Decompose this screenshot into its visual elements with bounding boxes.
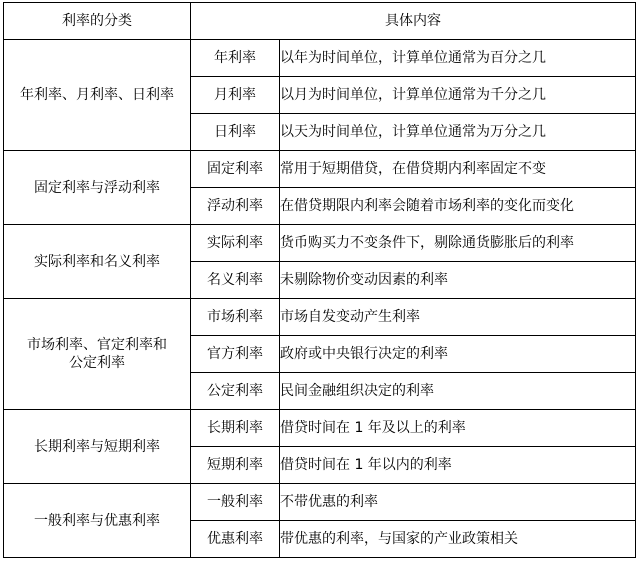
category-cell <box>4 299 191 410</box>
rate-type-cell: 短期利率 <box>191 447 280 484</box>
rate-description-cell: 以年为时间单位，计算单位通常为百分之几 <box>280 40 636 77</box>
table-row <box>4 484 636 521</box>
rate-description-cell: 带优惠的利率，与国家的产业政策相关 <box>280 521 636 558</box>
rate-description-cell: 借贷时间在 1 年以内的利率 <box>280 447 636 484</box>
table-row <box>4 299 636 336</box>
category-cell <box>4 225 191 299</box>
category-cell <box>4 151 191 225</box>
interest-rate-classification-table <box>3 2 636 558</box>
category-label: 市场利率、官定利率和公定利率 <box>27 337 167 371</box>
rate-type-cell: 长期利率 <box>191 410 280 447</box>
rate-type-cell: 一般利率 <box>191 484 280 521</box>
table-row <box>4 40 636 77</box>
rate-description-cell: 民间金融组织决定的利率 <box>280 373 636 410</box>
rate-description-cell: 政府或中央银行决定的利率 <box>280 336 636 373</box>
category-label: 长期利率与短期利率 <box>34 438 160 455</box>
rate-description-cell: 市场自发变动产生利率 <box>280 299 636 336</box>
table-row <box>4 225 636 262</box>
category-label: 实际利率和名义利率 <box>34 253 160 270</box>
rate-type-cell: 公定利率 <box>191 373 280 410</box>
rate-type-cell: 优惠利率 <box>191 521 280 558</box>
category-label: 年利率、月利率、日利率 <box>20 87 174 103</box>
rate-description-cell: 货币购买力不变条件下，剔除通货膨胀后的利率 <box>280 225 636 262</box>
rate-type-cell: 固定利率 <box>191 151 280 188</box>
rate-type-cell: 名义利率 <box>191 262 280 299</box>
header-content: 具体内容 <box>191 3 636 40</box>
rate-type-cell: 官方利率 <box>191 336 280 373</box>
rate-description-cell: 在借贷期限内利率会随着市场利率的变化而变化 <box>280 188 636 225</box>
rate-description-cell: 借贷时间在 1 年及以上的利率 <box>280 410 636 447</box>
header-classification: 利率的分类 <box>4 3 191 40</box>
rate-description-cell: 以天为时间单位，计算单位通常为万分之几 <box>280 114 636 151</box>
category-cell <box>4 40 191 151</box>
rate-description-cell: 以月为时间单位，计算单位通常为千分之几 <box>280 77 636 114</box>
category-label: 固定利率与浮动利率 <box>34 179 160 196</box>
rate-type-cell: 市场利率 <box>191 299 280 336</box>
table-header-row <box>4 3 636 40</box>
rate-type-cell: 实际利率 <box>191 225 280 262</box>
category-cell <box>4 484 191 558</box>
table-row <box>4 151 636 188</box>
rate-type-cell: 浮动利率 <box>191 188 280 225</box>
rate-type-cell: 日利率 <box>191 114 280 151</box>
category-label: 一般利率与优惠利率 <box>34 512 160 529</box>
rate-description-cell: 未剔除物价变动因素的利率 <box>280 262 636 299</box>
category-cell <box>4 410 191 484</box>
rate-type-cell: 年利率 <box>191 40 280 77</box>
table-row <box>4 410 636 447</box>
rate-description-cell: 不带优惠的利率 <box>280 484 636 521</box>
rate-type-cell: 月利率 <box>191 77 280 114</box>
rate-description-cell: 常用于短期借贷，在借贷期内利率固定不变 <box>280 151 636 188</box>
